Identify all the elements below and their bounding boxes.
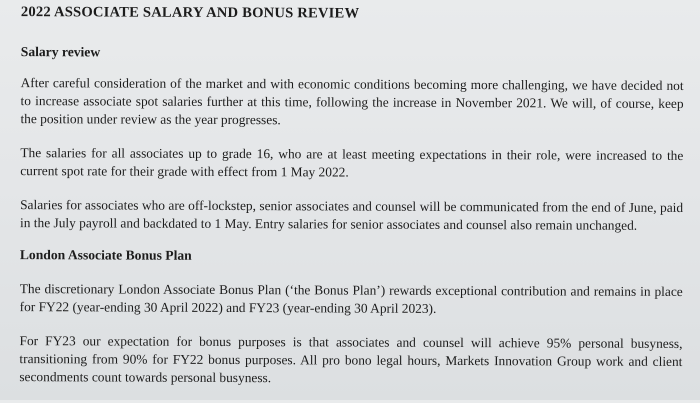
paragraph: The salaries for all associates up to grade 16, who are at least meeting expectations in their role, were increased to the current spot rate for their grade with effect from 1 May 2022.	[20, 145, 684, 180]
document-title: 2022 ASSOCIATE SALARY AND BONUS REVIEW	[20, 4, 360, 22]
paragraph: After careful consideration of the market and with economic conditions becoming more challenging, we have decided not to increase associate spot salaries further at this time, following the increase in November 2021. We will, of course, keep the position under review as the year progresses.	[20, 75, 684, 128]
paragraph: For FY23 our expectation for bonus purposes is that associates and counsel will achieve 95% personal busyness, transitioning from 90% for FY22 bonus purposes. All pro bono legal hours, Markets Innovation Group work and client secondments count towards personal busyness.	[19, 333, 683, 386]
paragraph: Salaries for associates who are off-lockstep, senior associates and counsel will be communicated from the end of June, paid in the July payroll and backdated to 1 May. Entry salaries for senior associates and counsel also remain unchanged.	[19, 197, 684, 233]
bonus-plan-section	[19, 247, 683, 389]
section-heading-bonus-plan: London Associate Bonus Plan	[19, 247, 192, 263]
paragraph: The discretionary London Associate Bonus Plan (‘the Bonus Plan’) rewards exceptional contribution and remains in place for FY22 (year-ending 30 April 2022) and FY23 (year-ending 30 April 2023).	[19, 281, 683, 316]
salary-review-section	[20, 44, 684, 235]
section-heading-salary-review: Salary review	[20, 44, 101, 60]
